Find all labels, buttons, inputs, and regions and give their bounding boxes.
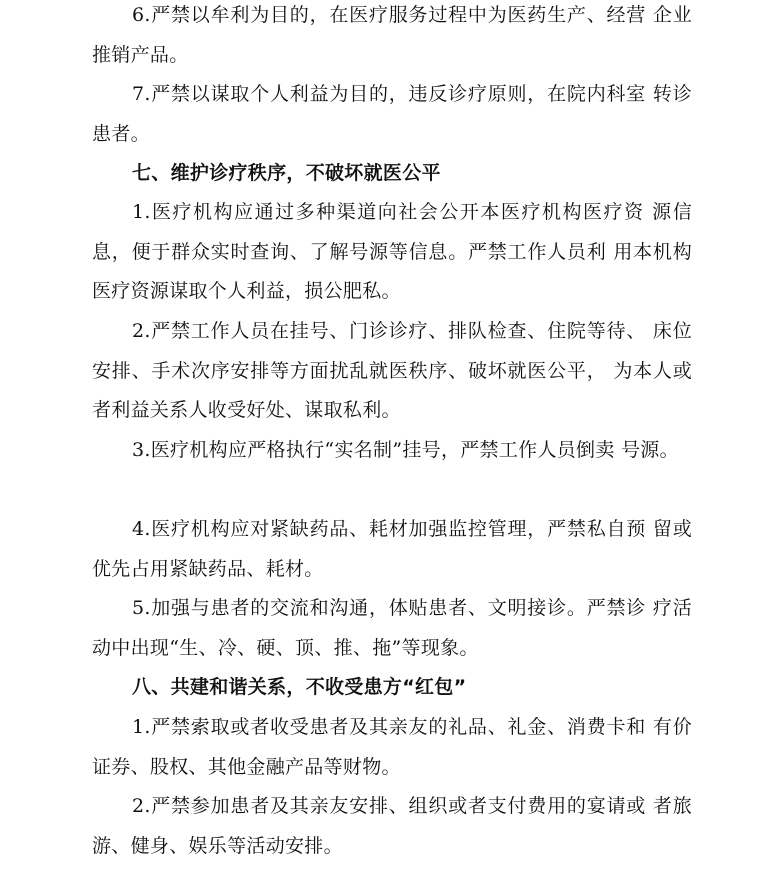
clause-paragraph: 5.加强与患者的交流和沟通，体贴患者、文明接诊。严禁诊 疗活动中出现“生、冷、硬、顶、推、拖”等现象。 — [92, 597, 692, 659]
clause-paragraph: 1.严禁索取或者收受患者及其亲友的礼品、礼金、消费卡和 有价证券、股权、其他金融产品等财物。 — [92, 716, 692, 778]
clause-paragraph: 7.严禁以谋取个人利益为目的，违反诊疗原则，在院内科室 转诊患者。 — [92, 83, 692, 145]
clause-paragraph: 6.严禁以牟利为目的，在医疗服务过程中为医药生产、经营 企业推销产品。 — [92, 4, 692, 66]
clause-paragraph: 3.医疗机构应严格执行“实名制”挂号，严禁工作人员倒卖 号源。 — [132, 439, 679, 461]
section-heading: 八、共建和谐关系，不收受患方“红包” — [132, 676, 467, 698]
clause-paragraph: 2.严禁工作人员在挂号、门诊诊疗、排队检查、住院等待、 床位安排、手术次序安排等方面扰乱就医秩序、破坏就医公平， 为本人或者利益关系人收受好处、谋取私利。 — [92, 320, 692, 421]
clause-paragraph: 1.医疗机构应通过多种渠道向社会公开本医疗机构医疗资 源信息，便于群众实时查询、了解号源等信息。严禁工作人员利 用本机构医疗资源谋取个人利益，损公肥私。 — [92, 201, 692, 302]
section-heading: 七、维护诊疗秩序，不破坏就医公平 — [132, 162, 441, 184]
clause-paragraph: 4.医疗机构应对紧缺药品、耗材加强监控管理，严禁私自预 留或优先占用紧缺药品、耗材。 — [92, 518, 692, 580]
clause-paragraph: 2.严禁参加患者及其亲友安排、组织或者支付费用的宴请或 者旅游、健身、娱乐等活动安排。 — [92, 795, 692, 857]
